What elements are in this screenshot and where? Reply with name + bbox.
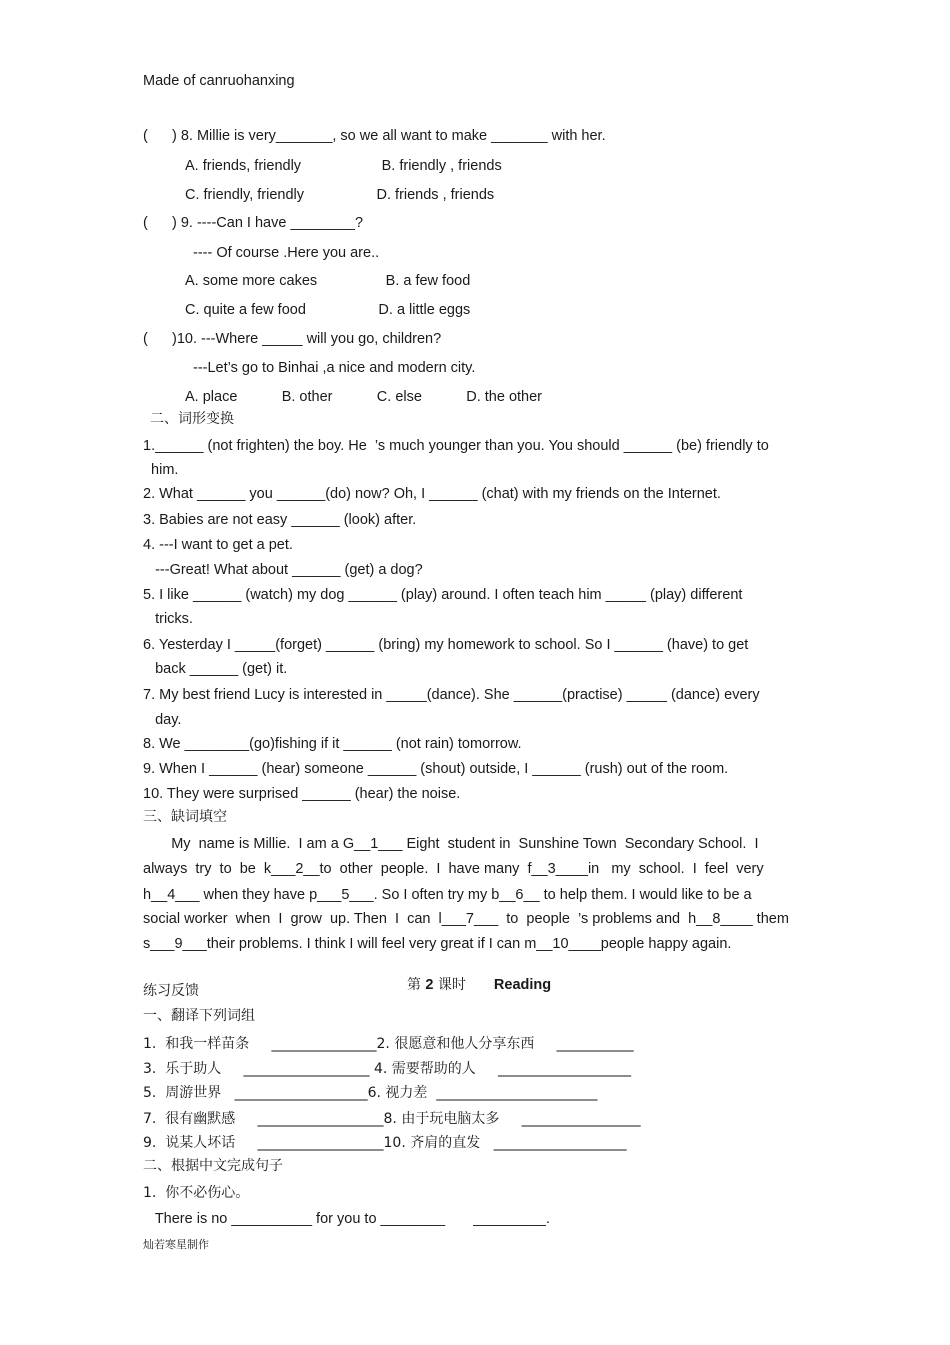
- practice-title: 练习反馈: [143, 983, 199, 999]
- lesson-prefix: 第: [406, 977, 426, 993]
- mcq-options: A. some more cakes B. a few food: [185, 273, 471, 289]
- cloze-line: My name is Millie. I am a G__1___ Eight student in Sunshine Town Secondary School. I: [143, 836, 759, 852]
- exercise-line: 2. What ______ you ______(do) now? Oh, I ______ (chat) with my friends on the Internet.: [143, 486, 721, 502]
- exercise-line: ---Great! What about ______ (get) a dog?: [143, 562, 423, 578]
- mcq-question-9: ( ) 9. ----Can I have ________?: [143, 215, 364, 231]
- cloze-line: always try to be k___2__to other people. I have many f__3____in my school. I feel very: [143, 861, 764, 877]
- exercise-line: 5. I like ______ (watch) my dog ______ (play) around. I often teach him _____ (play) different: [143, 587, 743, 603]
- exercise-line: him.: [143, 462, 179, 478]
- sentence-line: There is no __________ for you to ________ _________.: [143, 1211, 550, 1227]
- translate-row: 9. 说某人坏话 __________________10. 齐肩的直发 ___________________: [143, 1135, 627, 1151]
- translate-row: 5. 周游世界 ___________________6. 视力差 _______________________: [143, 1085, 598, 1101]
- exercise-line: 6. Yesterday I _____(forget) ______ (bring) my homework to school. So I ______ (have) to get: [143, 637, 749, 653]
- exercise-line: 7. My best friend Lucy is interested in _____(dance). She ______(practise) _____ (dance) every: [143, 687, 760, 703]
- exercise-line: 8. We ________(go)fishing if it ______ (not rain) tomorrow.: [143, 736, 522, 752]
- mcq-dialogue: ---- Of course .Here you are..: [193, 245, 380, 261]
- exercise-line: day.: [143, 712, 182, 728]
- lesson-title: Reading: [493, 977, 552, 993]
- translate-row: 7. 很有幽默感 __________________8. 由于玩电脑太多 _________________: [143, 1111, 641, 1127]
- mcq-options: A. friends, friendly B. friendly , friends: [185, 158, 502, 174]
- mcq-options: C. quite a few food D. a little eggs: [185, 302, 471, 318]
- exercise-line: 10. They were surprised ______ (hear) the noise.: [143, 786, 461, 802]
- cloze-line: social worker when I grow up. Then I can l___7___ to people ’s problems and h__8____ them: [143, 911, 789, 927]
- section-title: 一、翻译下列词组: [143, 1008, 255, 1024]
- section-title: 三、缺词填空: [143, 809, 227, 825]
- exercise-line: 1.______ (not frighten) the boy. He ’s much younger than you. You should ______ (be) friendly to: [143, 438, 769, 454]
- exercise-line: tricks.: [143, 611, 193, 627]
- translate-row: 1. 和我一样苗条 _______________2. 很愿意和他人分享东西 ___________: [143, 1036, 634, 1052]
- mcq-dialogue: ---Let’s go to Binhai ,a nice and modern city.: [193, 360, 476, 376]
- mcq-options: C. friendly, friendly D. friends , friends: [185, 187, 495, 203]
- exercise-line: 4. ---I want to get a pet.: [143, 537, 293, 553]
- page-header: Made of canruohanxing: [143, 73, 295, 89]
- translate-row: 3. 乐于助人 __________________ 4. 需要帮助的人 ___________________: [143, 1061, 632, 1077]
- cloze-line: s___9___their problems. I think I will feel very great if I can m__10____people happy again.: [143, 936, 732, 952]
- cloze-line: h__4___ when they have p___5___. So I often try my b__6__ to help them. I would like to be a: [143, 887, 752, 903]
- mcq-question-8: ( ) 8. Millie is very_______, so we all want to make _______ with her.: [143, 128, 606, 144]
- exercise-line: back ______ (get) it.: [143, 661, 288, 677]
- exercise-line: 9. When I ______ (hear) someone ______ (shout) outside, I ______ (rush) out of the room.: [143, 761, 729, 777]
- section-title: 二、词形变换: [150, 411, 234, 427]
- page-footer: 灿若寒星制作: [143, 1238, 209, 1251]
- mcq-options: A. place B. other C. else D. the other: [185, 389, 543, 405]
- lesson-number: 2: [425, 977, 434, 993]
- sentence-prompt: 1. 你不必伤心。: [143, 1185, 250, 1201]
- mcq-question-10: ( )10. ---Where _____ will you go, children?: [143, 331, 442, 347]
- exercise-line: 3. Babies are not easy ______ (look) after.: [143, 512, 417, 528]
- section-title: 二、根据中文完成句子: [143, 1158, 283, 1174]
- lesson-suffix: 课时: [433, 977, 466, 993]
